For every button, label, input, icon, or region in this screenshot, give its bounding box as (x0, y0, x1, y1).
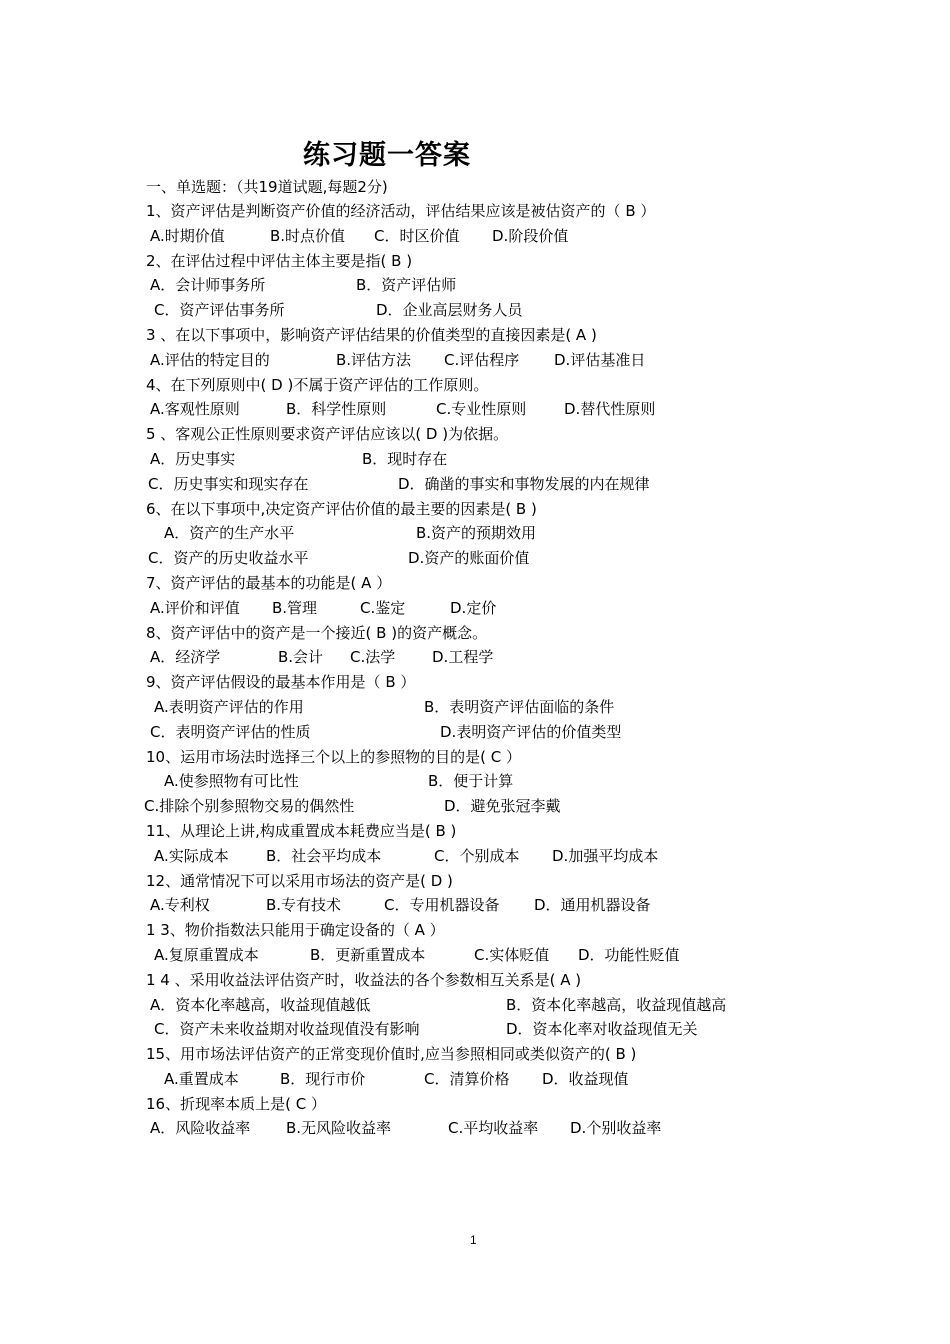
answer-option: C．历史事实和现实存在 (148, 474, 309, 493)
options-row (146, 993, 846, 1018)
question-13: 1 3、物价指数法只能用于确定设备的（ A ） (146, 921, 445, 940)
options-row (146, 720, 846, 745)
answer-option: A．风险收益率 (150, 1119, 251, 1138)
answer-option: B.会计 (278, 648, 324, 667)
answer-option: A．会计师事务所 (150, 276, 266, 295)
options-row (146, 794, 846, 819)
options-row (146, 695, 846, 720)
options-row (146, 546, 846, 571)
answer-option: B．科学性原则 (286, 400, 387, 419)
question-2: 2、在评估过程中评估主体主要是指( B ) (146, 251, 413, 270)
answer-option: B．便于计算 (428, 772, 514, 791)
options-row (146, 596, 846, 621)
answer-option: A.评价和评值 (150, 598, 240, 617)
answer-option: D.资产的账面价值 (408, 549, 530, 568)
answer-option: D.表明资产评估的价值类型 (440, 722, 622, 741)
question-4: 4、在下列原则中( D )不属于资产评估的工作原则。 (146, 375, 489, 394)
answer-option: A.时期价值 (150, 226, 225, 245)
answer-option: C．时区价值 (374, 226, 460, 245)
answer-option: B.时点价值 (270, 226, 346, 245)
options-row (146, 943, 846, 968)
answer-option: B．更新重置成本 (310, 945, 426, 964)
question-16: 16、折现率本质上是( C ） (146, 1094, 326, 1113)
answer-option: B．表明资产评估面临的条件 (424, 697, 615, 716)
question-10: 10、运用市场法时选择三个以上的参照物的目的是( C ） (146, 747, 521, 766)
answer-option: B．现行市价 (280, 1069, 366, 1088)
answer-option: A.复原重置成本 (154, 945, 259, 964)
options-row (146, 298, 846, 323)
answer-option: C.专业性原则 (436, 400, 527, 419)
answer-option: D．确凿的事实和事物发展的内在规律 (398, 474, 650, 493)
question-6: 6、在以下事项中,决定资产评估价值的最主要的因素是( B ) (146, 499, 537, 518)
answer-option: D.阶段价值 (492, 226, 569, 245)
section-heading: 一、单选题：（共19道试题,每题2分) (146, 178, 388, 196)
answer-option: C.实体贬值 (474, 945, 550, 964)
page-title: 练习题一答案 (303, 140, 471, 171)
answer-option: C．资产未来收益期对收益现值没有影响 (154, 1020, 420, 1039)
options-row (146, 348, 846, 373)
answer-option: C．个别成本 (434, 846, 520, 865)
answer-option: D.替代性原则 (564, 400, 656, 419)
answer-option: D．功能性贬值 (578, 945, 680, 964)
answer-option: D．避免张冠李戴 (444, 797, 561, 816)
answer-option: B.无风险收益率 (286, 1119, 392, 1138)
question-1: 1、资产评估是判断资产价值的经济活动，评估结果应该是被估资产的（ B ） (146, 202, 656, 220)
answer-option: D.加强平均成本 (552, 846, 659, 865)
question-8: 8、资产评估中的资产是一个接近( B )的资产概念。 (146, 623, 488, 642)
answer-option: B．现时存在 (362, 449, 448, 468)
options-row (146, 1067, 846, 1092)
options-row (146, 769, 846, 794)
answer-option: A．历史事实 (150, 449, 236, 468)
options-row (146, 472, 846, 497)
answer-option: A.实际成本 (154, 846, 229, 865)
answer-option: B.资产的预期效用 (416, 524, 537, 543)
answer-option: B．资产评估师 (356, 276, 457, 295)
answer-option: B.专有技术 (266, 896, 342, 915)
answer-option: C．资产的历史收益水平 (148, 549, 309, 568)
answer-option: D．收益现值 (542, 1069, 629, 1088)
options-row (146, 224, 846, 249)
answer-option: D．通用机器设备 (534, 896, 651, 915)
question-7: 7、资产评估的最基本的功能是( A ） (146, 573, 392, 592)
answer-option: B.评估方法 (336, 350, 412, 369)
options-row (146, 521, 846, 546)
question-5: 5 、客观公正性原则要求资产评估应该以( D )为依据。 (146, 425, 509, 444)
answer-option: A.评估的特定目的 (150, 350, 270, 369)
answer-option: A．经济学 (150, 648, 221, 667)
answer-option: C.排除个别参照物交易的偶然性 (144, 797, 355, 816)
answer-option: B.管理 (272, 598, 318, 617)
answer-option: A.专利权 (150, 896, 210, 915)
answer-option: A．资产的生产水平 (164, 524, 295, 543)
answer-option: C.平均收益率 (448, 1119, 539, 1138)
question-15: 15、用市场法评估资产的正常变现价值时,应当参照相同或类似资产的( B ) (146, 1045, 637, 1064)
answer-option: C．表明资产评估的性质 (150, 722, 311, 741)
answer-option: A．资本化率越高，收益现值越低 (150, 995, 371, 1014)
options-row (146, 844, 846, 869)
question-12: 12、通常情况下可以采用市场法的资产是( D ) (146, 871, 453, 890)
answer-option: D.个别收益率 (570, 1119, 662, 1138)
answer-option: D．资本化率对收益现值无关 (506, 1020, 698, 1039)
answer-option: C．清算价格 (424, 1069, 510, 1088)
options-row (146, 645, 846, 670)
answer-option: C.评估程序 (444, 350, 520, 369)
answer-option: A.表明资产评估的作用 (154, 697, 304, 716)
answer-option: C．专用机器设备 (384, 896, 500, 915)
answer-option: D．企业高层财务人员 (376, 301, 523, 320)
options-row (146, 1116, 846, 1141)
answer-option: B．资本化率越高，收益现值越高 (506, 995, 727, 1014)
answer-option: A.使参照物有可比性 (164, 772, 299, 791)
answer-option: C.鉴定 (360, 598, 406, 617)
answer-option: D.定价 (450, 598, 497, 617)
answer-option: C.法学 (350, 648, 396, 667)
question-list (146, 199, 846, 1141)
page-number: 1 (470, 1233, 477, 1247)
answer-option: A.客观性原则 (150, 400, 240, 419)
question-14: 1 4 、采用收益法评估资产时，收益法的各个参数相互关系是( A ) (146, 970, 582, 989)
options-row (146, 447, 846, 472)
options-row (146, 1017, 846, 1042)
answer-option: D.工程学 (432, 648, 494, 667)
answer-option: D.评估基准日 (554, 350, 646, 369)
question-9: 9、资产评估假设的最基本作用是（ B ） (146, 673, 416, 692)
options-row (146, 893, 846, 918)
question-11: 11、从理论上讲,构成重置成本耗费应当是( B ) (146, 821, 457, 840)
options-row (146, 273, 846, 298)
options-row (146, 397, 846, 422)
answer-option: B．社会平均成本 (266, 846, 382, 865)
question-3: 3 、在以下事项中，影响资产评估结果的价值类型的直接因素是( A ) (146, 325, 597, 344)
answer-option: A.重置成本 (164, 1069, 239, 1088)
answer-option: C．资产评估事务所 (154, 301, 285, 320)
